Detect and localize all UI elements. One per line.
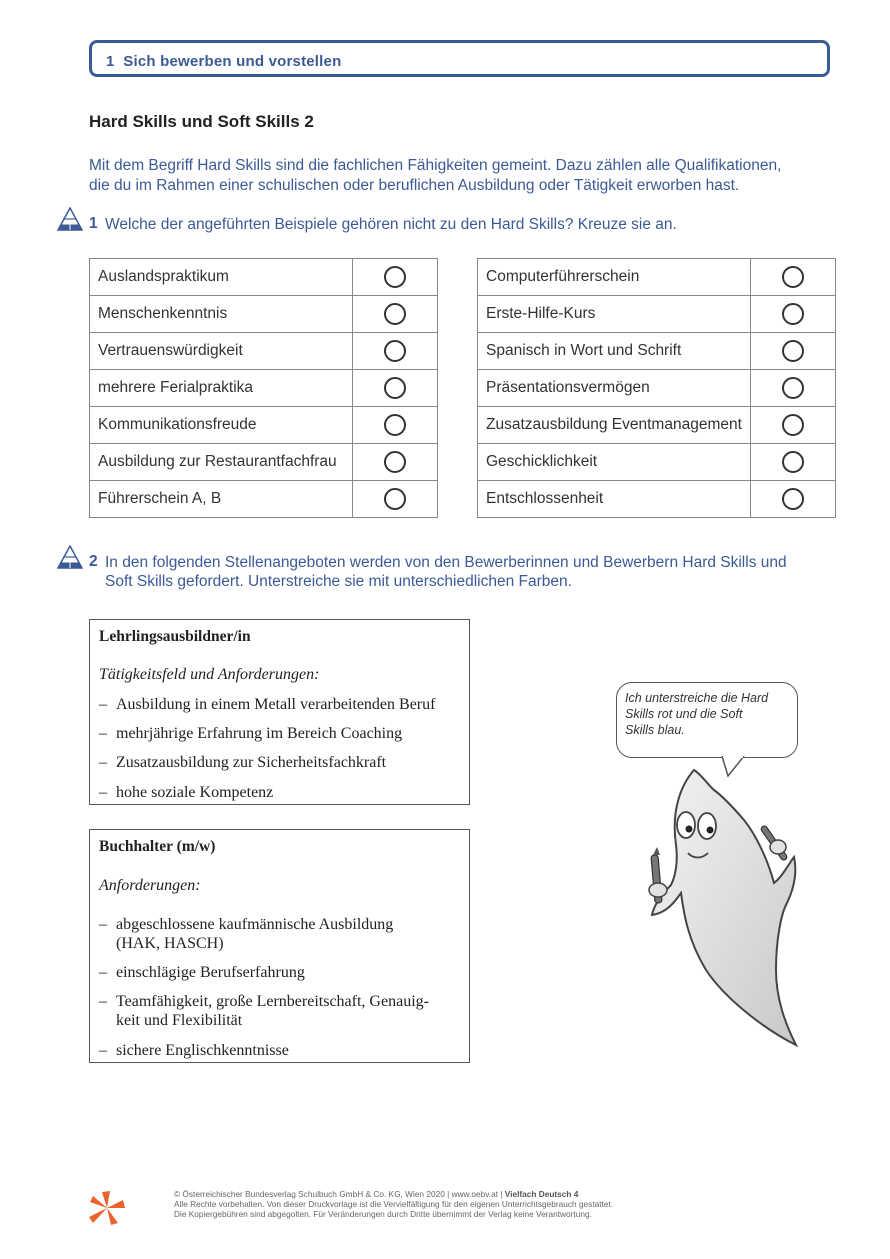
checkbox-circle[interactable] [384, 340, 406, 362]
speech-bubble-text: Ich unterstreiche die Hard Skills rot und die Soft Skills blau. [625, 691, 769, 737]
checklist-cell [751, 444, 836, 481]
checklist-item-label: Präsentationsvermögen [478, 370, 751, 407]
checklist-item-label: mehrere Ferialpraktika [90, 370, 353, 407]
checklist-cell [751, 370, 836, 407]
checklist-cell [353, 296, 438, 333]
checklist-cell [353, 444, 438, 481]
checklist-row [478, 481, 836, 518]
job-ad-requirement: – abgeschlossene kaufmännische Ausbildung (HAK, HASCH) [99, 916, 394, 952]
chapter-header [89, 40, 830, 77]
checklist-cell [353, 407, 438, 444]
checklist-cell [751, 333, 836, 370]
job-ad-buchhalter [89, 829, 470, 1063]
checklist-row [90, 333, 438, 370]
checklist-cell [353, 333, 438, 370]
job-ad-subtitle: Anforderungen: [99, 877, 201, 894]
task1-instruction: Welche der angeführten Beispiele gehören nicht zu den Hard Skills? Kreuze sie an. [105, 216, 677, 233]
checkbox-circle[interactable] [384, 377, 406, 399]
checklist-item-label: Menschenkenntnis [90, 296, 353, 333]
checkbox-circle[interactable] [384, 488, 406, 510]
checklist-item-label: Vertrauenswürdigkeit [90, 333, 353, 370]
intro-line-1: Mit dem Begriff Hard Skills sind die fachlichen Fähigkeiten gemeint. Dazu zählen alle Qualifikationen, [89, 157, 782, 174]
checkbox-circle[interactable] [384, 303, 406, 325]
checklist-row [90, 370, 438, 407]
checklist-item-label: Kommunikationsfreude [90, 407, 353, 444]
checkbox-circle[interactable] [384, 414, 406, 436]
pyramid-level-icon [57, 207, 83, 231]
copyright-footer: © Österreichischer Bundesverlag Schulbuch GmbH & Co. KG, Wien 2020 | www.oebv.at | Vielfach Deutsch 4 Alle Rechte vorbehalten. Von dieser Druckvorlage ist die Vervielfältigung für den eigenen Unterrichtsgebrauch gestattet. Die Kopiergebühren sind abgegolten. Für Veränderungen durch Dritte übernimmt der Verlag keine Verantwortung. [174, 1189, 614, 1219]
checklist-cell [751, 296, 836, 333]
checklist-cell [751, 481, 836, 518]
job-ad-requirement: – Ausbildung in einem Metall verarbeitenden Beruf [99, 696, 436, 713]
checklist-row [478, 407, 836, 444]
checklist-row [90, 444, 438, 481]
job-ad-requirement: – Zusatzausbildung zur Sicherheitsfachkraft [99, 754, 387, 771]
checkbox-circle[interactable] [782, 266, 804, 288]
checkbox-circle[interactable] [782, 414, 804, 436]
checklist-left [89, 258, 438, 518]
intro-line-2: die du im Rahmen einer schulischen oder beruflichen Ausbildung oder Tätigkeit erworben hast. [89, 177, 740, 194]
job-ad-requirement: – hohe soziale Kompetenz [99, 784, 274, 801]
checklist-cell [353, 481, 438, 518]
checklist-item-label: Auslandspraktikum [90, 259, 353, 296]
job-ad-requirement: – sichere Englischkenntnisse [99, 1042, 289, 1059]
checklist-item-label: Computerführerschein [478, 259, 751, 296]
checklist-row [478, 259, 836, 296]
section-title: Hard Skills und Soft Skills 2 [89, 112, 314, 131]
checklist-row [478, 296, 836, 333]
pyramid-level-icon [57, 545, 83, 569]
job-ad-title: Lehrlingsausbildner/in [99, 628, 251, 645]
checklist-item-label: Spanisch in Wort und Schrift [478, 333, 751, 370]
checkbox-circle[interactable] [782, 377, 804, 399]
checklist-item-label: Geschicklichkeit [478, 444, 751, 481]
checklist-item-label: Zusatzausbildung Eventmanagement [478, 407, 751, 444]
checkbox-circle[interactable] [782, 451, 804, 473]
job-ad-requirement: – einschlägige Berufserfahrung [99, 964, 305, 981]
checklist-row [90, 259, 438, 296]
checkbox-circle[interactable] [384, 266, 406, 288]
checklist-row [90, 407, 438, 444]
checklist-row [90, 481, 438, 518]
publisher-logo-icon [88, 1190, 126, 1226]
checklist-row [478, 370, 836, 407]
checkbox-circle[interactable] [782, 340, 804, 362]
ghost-mascot-illustration [636, 765, 806, 1050]
checklist-row [478, 444, 836, 481]
checklist-row [90, 296, 438, 333]
checklist-cell [751, 259, 836, 296]
job-ad-requirement: – mehrjährige Erfahrung im Bereich Coaching [99, 725, 403, 742]
task2-instruction-line-2: Soft Skills gefordert. Unterstreiche sie mit unterschiedlichen Farben. [105, 573, 572, 590]
checklist-cell [353, 370, 438, 407]
checkbox-circle[interactable] [782, 488, 804, 510]
checklist-cell [751, 407, 836, 444]
task2-instruction-line-1: In den folgenden Stellenangeboten werden von den Bewerberinnen und Bewerbern Hard Skills und [105, 554, 787, 571]
checklist-item-label: Ausbildung zur Restaurantfachfrau [90, 444, 353, 481]
task1-number: 1 [89, 215, 98, 232]
checklist-row [478, 333, 836, 370]
checklist-item-label: Entschlossenheit [478, 481, 751, 518]
chapter-title: 1 Sich bewerben und vorstellen [106, 53, 342, 70]
checklist-cell [353, 259, 438, 296]
checkbox-circle[interactable] [782, 303, 804, 325]
job-ad-subtitle: Tätigkeitsfeld und Anforderungen: [99, 666, 320, 683]
checklist-item-label: Führerschein A, B [90, 481, 353, 518]
job-ad-requirement: – Teamfähigkeit, große Lernbereitschaft, Genauig- keit und Flexibilität [99, 993, 429, 1029]
checklist-right [477, 258, 836, 518]
task2-number: 2 [89, 553, 98, 570]
job-ad-lehrlingsausbildner [89, 619, 470, 805]
checklist-item-label: Erste-Hilfe-Kurs [478, 296, 751, 333]
checkbox-circle[interactable] [384, 451, 406, 473]
job-ad-title: Buchhalter (m/w) [99, 838, 216, 855]
